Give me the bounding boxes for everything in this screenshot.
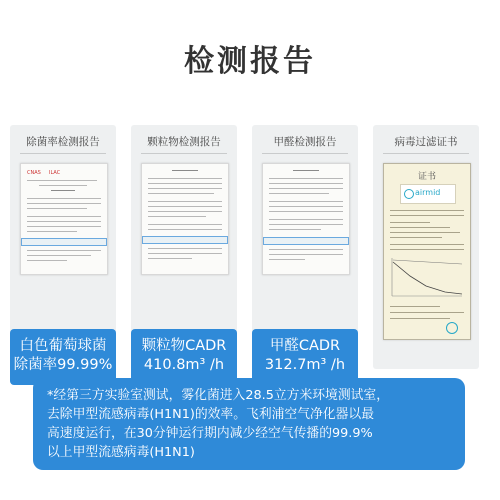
footnote-line: 以上甲型流感病毒(H1N1) <box>47 445 195 460</box>
card-divider <box>383 153 469 154</box>
certificate-document-thumbnail <box>383 163 471 340</box>
footnote-line: 高速度运行，在30分钟运行期内减少经空气传播的99.9% <box>47 426 373 441</box>
report-card-title: 颗粒物检测报告 <box>147 136 221 148</box>
result-value: 312.7m³ /h <box>264 357 346 373</box>
result-badge <box>10 329 116 385</box>
report-card-formaldehyde[interactable] <box>252 125 358 373</box>
result-label: 白色葡萄球菌 <box>19 338 107 354</box>
footnote-line: *经第三方实验室测试，雾化菌进入28.5立方米环境测试室， <box>47 388 390 403</box>
report-card-particulate[interactable] <box>131 125 237 373</box>
result-badge <box>252 329 358 385</box>
result-label: 颗粒物CADR <box>141 338 227 354</box>
footnote-line: 去除甲型流感病毒(H1N1)的效率。飞利浦空气净化器以最 <box>47 407 374 422</box>
card-divider <box>141 153 227 154</box>
result-label: 甲醛CADR <box>269 338 341 354</box>
test-footnote <box>33 378 465 470</box>
result-value: 410.8m³ /h <box>143 357 225 373</box>
page-title: 检测报告 <box>184 44 316 79</box>
airmid-logo <box>400 184 456 204</box>
report-card-title: 病毒过滤证书 <box>394 136 458 148</box>
report-document-thumbnail <box>262 163 350 275</box>
report-card-title: 除菌率检测报告 <box>26 136 100 148</box>
test-curve-chart <box>390 256 464 300</box>
report-card-sterilization[interactable] <box>10 125 116 373</box>
certificate-heading: 证书 <box>417 172 436 182</box>
report-document-thumbnail: CNAS ILAC <box>20 163 108 275</box>
card-divider <box>20 153 106 154</box>
airmid-seal-icon <box>446 322 458 334</box>
airmid-logo-icon <box>404 189 414 199</box>
result-badge <box>131 329 237 385</box>
airmid-logo-text: airmid <box>415 188 441 197</box>
report-card-title: 甲醛检测报告 <box>273 136 337 148</box>
result-value: 除菌率99.99% <box>13 357 113 373</box>
report-document-thumbnail <box>141 163 229 275</box>
card-divider <box>262 153 348 154</box>
certificate-card-virus-filtration[interactable] <box>373 125 479 369</box>
